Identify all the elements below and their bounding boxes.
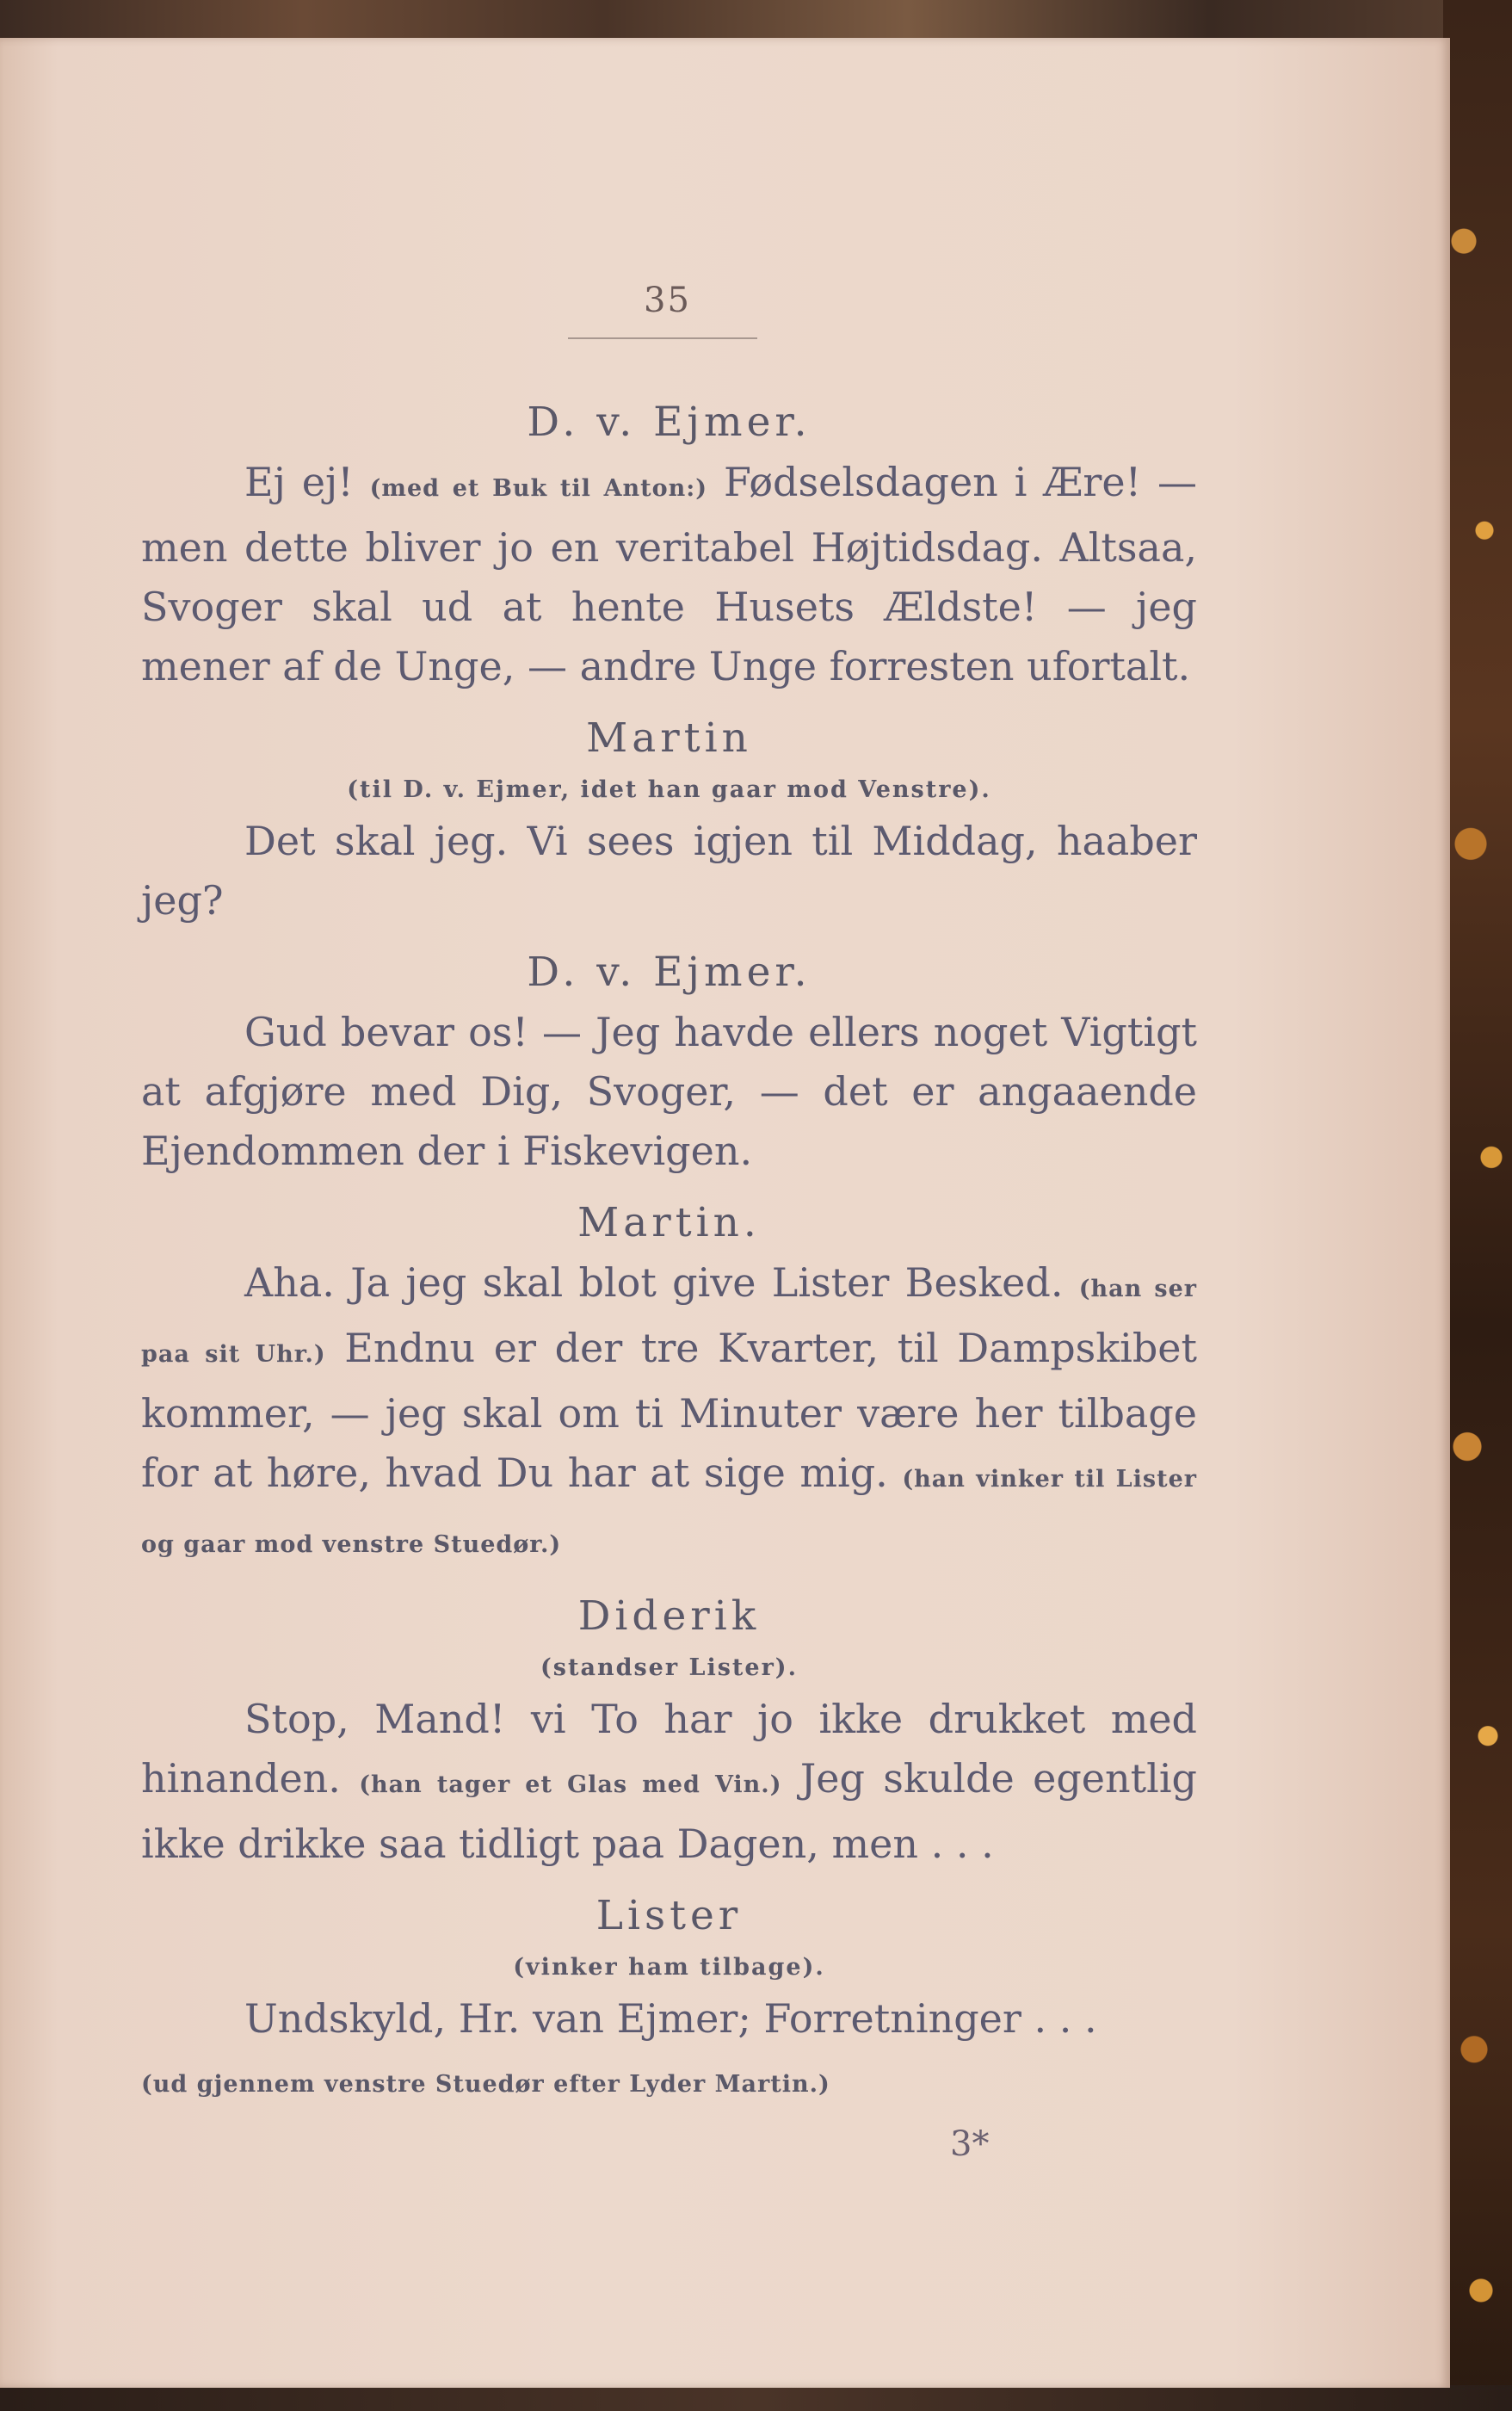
spacer	[141, 2114, 1197, 2126]
book-cover-top-edge	[0, 0, 1512, 41]
dialogue-text: Stop, Mand! vi To har jo ikke drukket med hinanden.	[141, 1696, 1197, 1802]
book-cover-bottom-edge	[0, 2385, 1512, 2411]
inline-stage-direction: (han ser paa sit Uhr.)	[141, 1276, 1197, 1368]
dialogue-paragraph	[141, 1690, 1197, 1874]
speaker-name: D. v. Ejmer.	[527, 949, 812, 996]
dialogue-text: Gud bevar os! — Jeg havde ellers noget Vigtigt at afgjøre med Dig, Svoger, — det er angaaende Ejendommen der i Fiskevigen.	[141, 1009, 1197, 1174]
dialogue-text: Undskyld, Hr. van Ejmer; Forretninger . . .	[244, 1995, 1097, 2042]
dialogue-paragraph	[141, 1989, 1197, 2114]
speaker-name: Lister	[596, 1892, 743, 1939]
speaker-name: Martin.	[577, 1199, 761, 1246]
stage-direction: (vinker ham tilbage).	[513, 1954, 825, 1981]
speaker-name: Martin	[586, 714, 752, 762]
inline-stage-direction: (ud gjennem venstre Stuedør efter Lyder Martin.)	[141, 2071, 830, 2098]
spacer	[141, 1574, 1197, 1586]
header-rule	[568, 337, 757, 339]
play-text	[141, 393, 1197, 2126]
dialogue-paragraph	[141, 812, 1197, 930]
stage-direction: (til D. v. Ejmer, idet han gaar mod Venstre).	[347, 776, 991, 803]
signature-mark: 3*	[950, 2124, 990, 2164]
speaker-name: Diderik	[577, 1592, 761, 1640]
dialogue-text: Jeg skulde egentlig ikke drikke saa tidligt paa Dagen, men . . .	[141, 1755, 1197, 1867]
spacer	[141, 1874, 1197, 1886]
dialogue-text: Endnu er der tre Kvarter, til Dampskibet kommer, — jeg skal om ti Minuter være her tilbage for at høre, hvad Du har at sige mig.	[141, 1325, 1197, 1496]
book-page	[0, 38, 1450, 2388]
dialogue-text: Fødselsdagen i Ære! — men dette bliver jo en veritabel Højtidsdag. Altsaa, Svoger skal ud at hente Husets Ældste! — jeg mener af de Unge, — andre Unge forresten ufortalt.	[141, 459, 1197, 689]
marbled-cover-edge	[1443, 0, 1512, 2411]
dialogue-text: Det skal jeg. Vi sees igjen til Middag, haaber jeg?	[141, 818, 1197, 924]
inline-stage-direction: (han tager et Glas med Vin.)	[359, 1771, 782, 1798]
page-number: 35	[644, 281, 691, 320]
dialogue-text: Ej ej!	[244, 459, 370, 505]
spacer	[141, 696, 1197, 708]
spacer	[141, 930, 1197, 943]
inline-stage-direction: (han vinker til Lister og gaar mod venstre Stuedør.)	[141, 1466, 1198, 1558]
spacer	[141, 1181, 1197, 1193]
dialogue-paragraph	[141, 1253, 1197, 1574]
dialogue-text: Aha. Ja jeg skal blot give Lister Besked.	[244, 1259, 1079, 1306]
speaker-name: D. v. Ejmer.	[527, 399, 812, 446]
inline-stage-direction: (med et Buk til Anton:)	[369, 475, 708, 502]
dialogue-paragraph	[141, 453, 1197, 696]
stage-direction: (standser Lister).	[540, 1654, 798, 1681]
dialogue-paragraph	[141, 1003, 1197, 1181]
